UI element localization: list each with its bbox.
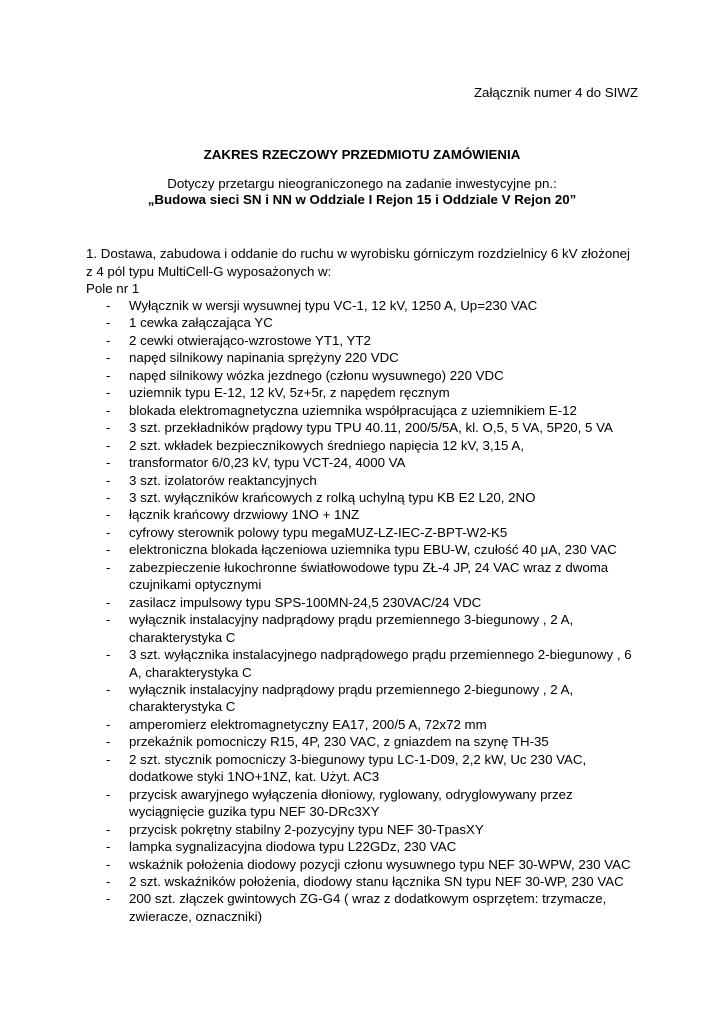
list-item	[86, 349, 646, 366]
list-item-text: 3 szt. wyłącznika instalacyjnego nadprądowego prądu przemiennego 2-biegunowy , 6 A, charakterystyka C	[129, 647, 632, 680]
list-item	[86, 716, 646, 733]
list-item-text: napęd silnikowy napinania sprężyny 220 VDC	[129, 350, 399, 366]
list-item	[86, 367, 646, 384]
list-item-text: lampka sygnalizacyjna diodowa typu L22GDz, 230 VAC	[129, 839, 457, 855]
bullet-dash: -	[106, 559, 111, 575]
bullet-dash: -	[106, 315, 111, 331]
project-name: „Budowa sieci SN i NN w Oddziale I Rejon 15 i Oddziale V Rejon 20”	[147, 192, 577, 207]
annex-label: Załącznik numer 4 do SIWZ	[473, 85, 638, 100]
list-item	[86, 419, 646, 436]
bullet-dash: -	[106, 786, 111, 802]
list-item-text: wyłącznik instalacyjny nadprądowy prądu przemiennego 2-biegunowy , 2 A, charakterystyka C	[129, 681, 574, 715]
list-item	[86, 821, 646, 838]
list-item	[86, 384, 646, 401]
list-item-text: uziemnik typu E-12, 12 kV, 5z+5r, z napędem ręcznym	[129, 385, 450, 401]
intro-paragraph	[86, 245, 646, 298]
bullet-dash: -	[106, 367, 111, 383]
list-item-text: 2 szt. wskaźników położenia, diodowy stanu łącznika SN typu NEF 30-WP, 230 VAC	[129, 873, 624, 889]
list-item-text: wskaźnik położenia diodowy pozycji członu wysuwnego typu NEF 30-WPW, 230 VAC	[129, 856, 631, 872]
bullet-dash: -	[106, 594, 111, 610]
list-item	[86, 314, 646, 331]
list-item-text: 2 szt. stycznik pomocniczy 3-biegunowy typu LC-1-D09, 2,2 kW, Uc 230 VAC, dodatkowe styki 1NO+1NZ, kat. Użyt. AC3	[129, 751, 587, 785]
list-item	[86, 786, 646, 821]
bullet-dash: -	[106, 402, 111, 418]
list-item	[86, 297, 646, 314]
bullet-dash: -	[106, 542, 111, 558]
list-item-text: blokada elektromagnetyczna uziemnika współpracująca z uziemnikiem E-12	[129, 402, 577, 418]
list-item-text: 200 szt. złączek gwintowych ZG-G4 ( wraz z dodatkowym osprzętem: trzymacze, zwieracze, oznaczniki)	[129, 891, 607, 924]
list-item	[86, 472, 646, 489]
list-item	[86, 733, 646, 750]
intro-line-1: 1. Dostawa, zabudowa i oddanie do ruchu w wyrobisku górniczym rozdzielnicy 6 kV złożonej	[86, 246, 630, 261]
bullet-dash: -	[106, 716, 111, 732]
document-subtitle: Dotyczy przetargu nieograniczonego na zadanie inwestycyjne pn.:	[167, 176, 557, 191]
list-item	[86, 873, 646, 890]
bullet-dash: -	[106, 437, 111, 453]
list-item	[86, 751, 646, 786]
bullet-dash: -	[106, 524, 111, 540]
list-item-text: łącznik krańcowy drzwiowy 1NO + 1NZ	[129, 507, 360, 523]
list-item-text: zabezpieczenie łukochronne światłowodowe typu ZŁ-4 JP, 24 VAC wraz z dwoma czujnikami optycznymi	[129, 559, 609, 593]
list-item	[86, 506, 646, 523]
bullet-dash: -	[106, 681, 111, 697]
list-item	[86, 402, 646, 419]
list-item-text: 3 szt. izolatorów reaktancyjnych	[129, 472, 317, 488]
field-heading: Pole nr 1	[86, 281, 140, 296]
bullet-dash: -	[106, 507, 111, 523]
bullet-dash: -	[106, 647, 111, 663]
list-item	[86, 856, 646, 873]
list-item	[86, 838, 646, 855]
bullet-dash: -	[106, 332, 111, 348]
list-item	[86, 559, 646, 594]
list-item-text: 3 szt. przekładników prądowy typu TPU 40.11, 200/5/5A, kl. O,5, 5 VA, 5P20, 5 VA	[129, 420, 613, 436]
list-item-text: cyfrowy sterownik polowy typu megaMUZ-LZ-IEC-Z-BPT-W2-K5	[129, 524, 508, 540]
bullet-dash: -	[106, 385, 111, 401]
equipment-list	[86, 297, 646, 925]
list-item	[86, 890, 646, 925]
bullet-dash: -	[106, 821, 111, 837]
list-item	[86, 646, 646, 681]
bullet-dash: -	[106, 839, 111, 855]
bullet-dash: -	[106, 734, 111, 750]
bullet-dash: -	[106, 350, 111, 366]
list-item-text: przycisk awaryjnego wyłączenia dłoniowy, ryglowany, odryglowywany przez wyciągnięcie guzika typu NEF 30-DRc3XY	[129, 786, 573, 820]
list-item	[86, 524, 646, 541]
list-item-text: 2 szt. wkładek bezpiecznikowych średniego napięcia 12 kV, 3,15 A,	[129, 437, 524, 453]
list-item-text: Wyłącznik w wersji wysuwnej typu VC-1, 12 kV, 1250 A, Up=230 VAC	[129, 298, 538, 313]
bullet-dash: -	[106, 612, 111, 628]
list-item-text: 1 cewka załączająca YC	[129, 315, 273, 331]
list-item	[86, 489, 646, 506]
list-item	[86, 454, 646, 471]
list-item-text: wyłącznik instalacyjny nadprądowy prądu przemiennego 3-biegunowy , 2 A, charakterystyka C	[129, 612, 574, 645]
list-item-text: przekaźnik pomocniczy R15, 4P, 230 VAC, z gniazdem na szynę TH-35	[129, 734, 549, 750]
bullet-dash: -	[106, 489, 111, 505]
bullet-dash: -	[106, 751, 111, 767]
bullet-dash: -	[106, 420, 111, 436]
list-item-text: zasilacz impulsowy typu SPS-100MN-24,5 230VAC/24 VDC	[129, 594, 482, 610]
list-item	[86, 611, 646, 646]
bullet-dash: -	[106, 298, 111, 313]
list-item-text: amperomierz elektromagnetyczny EA17, 200/5 A, 72x72 mm	[129, 716, 487, 732]
list-item-text: transformator 6/0,23 kV, typu VCT-24, 4000 VA	[129, 455, 406, 471]
document-title: ZAKRES RZECZOWY PRZEDMIOTU ZAMÓWIENIA	[203, 147, 521, 162]
list-item	[86, 681, 646, 716]
list-item-text: 2 cewki otwierająco-wzrostowe YT1, YT2	[129, 332, 371, 348]
bullet-dash: -	[106, 873, 111, 889]
list-item	[86, 594, 646, 611]
bullet-dash: -	[106, 891, 111, 907]
list-item	[86, 437, 646, 454]
bullet-dash: -	[106, 472, 111, 488]
list-item-text: 3 szt. wyłączników krańcowych z rolką uchylną typu KB E2 L20, 2NO	[129, 489, 536, 505]
list-item	[86, 541, 646, 558]
intro-line-2: z 4 pól typu MultiCell-G wyposażonych w:	[86, 263, 332, 279]
list-item-text: elektroniczna blokada łączeniowa uziemnika typu EBU-W, czułość 40 μA, 230 VAC	[129, 542, 617, 558]
bullet-dash: -	[106, 856, 111, 872]
bullet-dash: -	[106, 455, 111, 471]
list-item	[86, 332, 646, 349]
list-item-text: napęd silnikowy wózka jezdnego (członu wysuwnego) 220 VDC	[129, 367, 504, 383]
list-item-text: przycisk pokrętny stabilny 2-pozycyjny typu NEF 30-TpasXY	[129, 821, 484, 837]
